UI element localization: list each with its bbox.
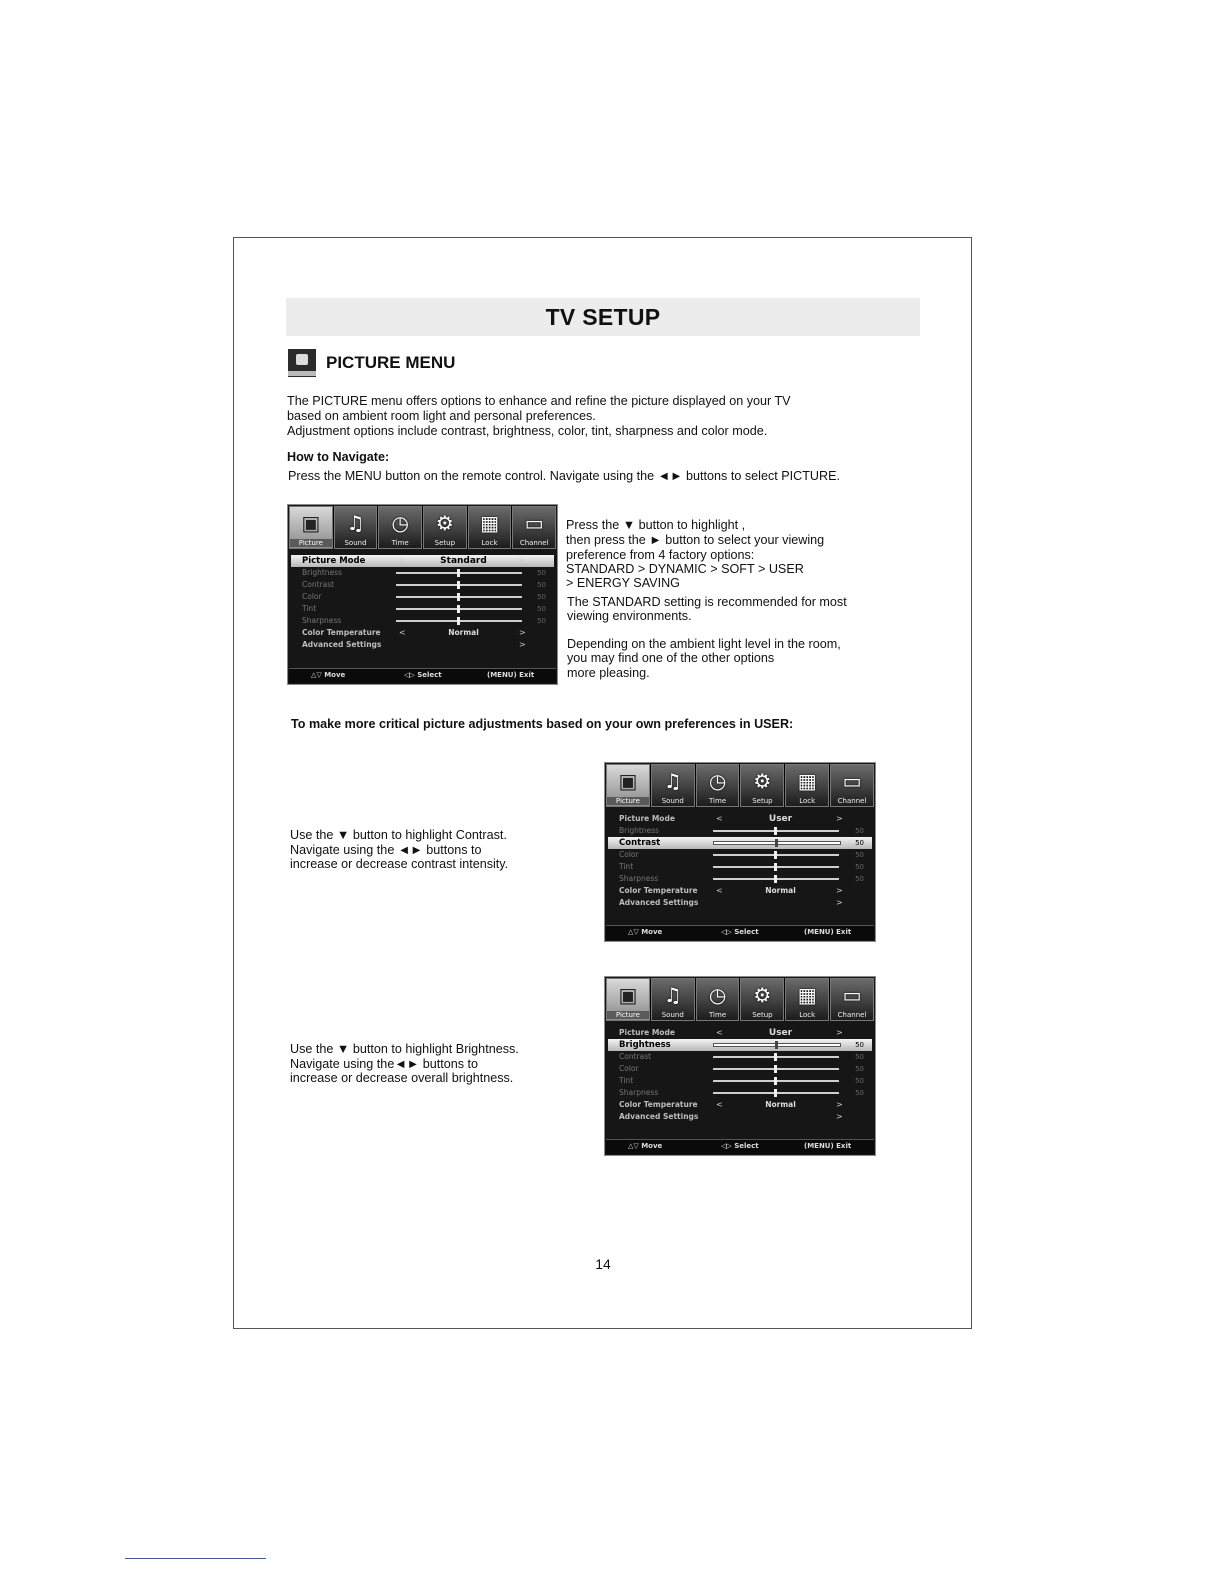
tab-lock: ▦ Lock — [785, 978, 829, 1021]
row-contrast: Contrast 50 — [608, 837, 872, 849]
right-text-line: viewing environments. — [567, 609, 692, 623]
menu-footer — [289, 668, 556, 683]
row-sharpness: Sharpness 50 — [619, 1088, 864, 1097]
tab-sound: ♫ Sound — [651, 978, 695, 1021]
tab-picture: ▣ Picture — [606, 764, 650, 807]
gear-icon: ⚙ — [753, 769, 772, 793]
brightness-text-line: Use the ▼ button to highlight Brightness. — [290, 1042, 519, 1056]
footer-rule — [125, 1558, 266, 1559]
row-color-temperature: Color Temperature < Normal > — [619, 1100, 843, 1109]
right-text-line: The STANDARD setting is recommended for most — [567, 595, 847, 609]
tv-menu-standard — [287, 504, 558, 685]
row-color: Color 50 — [619, 850, 864, 859]
footer-select: ◁▷ Select — [404, 671, 442, 679]
clock-icon: ◷ — [708, 983, 727, 1007]
right-text-line: more pleasing. — [567, 666, 650, 680]
tab-lock: ▦ Lock — [785, 764, 829, 807]
menu-tabs — [606, 978, 874, 1021]
intro-line: The PICTURE menu offers options to enhance and refine the picture displayed on your TV — [287, 394, 791, 408]
tv-menu-contrast — [604, 762, 876, 942]
page-number: 14 — [595, 1256, 611, 1272]
camera-icon: ▣ — [618, 769, 638, 793]
monitor-icon: ▭ — [842, 983, 862, 1007]
tab-channel: ▭ Channel — [830, 764, 874, 807]
critical-heading: To make more critical picture adjustments based on your own preferences in USER: — [291, 717, 794, 731]
tab-setup: ⚙ Setup — [740, 978, 784, 1021]
camera-icon: ▣ — [301, 511, 321, 535]
right-text-line: you may find one of the other options — [567, 651, 775, 665]
tab-time: ◷ Time — [378, 506, 422, 549]
tab-picture: ▣ Picture — [606, 978, 650, 1021]
menu-rows — [291, 555, 554, 651]
tab-time: ◷ Time — [696, 978, 740, 1021]
row-tint: Tint 50 — [619, 862, 864, 871]
row-picture-mode: Picture Mode < Standard > — [291, 555, 554, 567]
contrast-text-line: increase or decrease contrast intensity. — [290, 857, 509, 871]
tab-setup: ⚙ Setup — [740, 764, 784, 807]
row-color: Color 50 — [619, 1064, 864, 1073]
speaker-icon: ♫ — [663, 769, 682, 793]
right-text-line: then press the ► button to select your viewing — [566, 533, 825, 547]
menu-tabs — [606, 764, 874, 807]
row-brightness: Brightness 50 — [302, 568, 546, 577]
row-contrast: Contrast 50 — [619, 1052, 864, 1061]
tab-setup: ⚙ Setup — [423, 506, 467, 549]
tab-channel: ▭ Channel — [512, 506, 556, 549]
menu-tabs — [289, 506, 556, 549]
clock-icon: ◷ — [708, 769, 727, 793]
row-advanced-settings: Advanced Settings > — [619, 1112, 843, 1121]
clock-icon: ◷ — [391, 511, 409, 535]
right-text-line: Press the ▼ button to highlight , — [566, 518, 746, 532]
footer-exit: (MENU) Exit — [804, 928, 852, 936]
tab-lock: ▦ Lock — [468, 506, 512, 549]
contrast-text-line: Use the ▼ button to highlight Contrast. — [290, 828, 507, 842]
tab-time: ◷ Time — [696, 764, 740, 807]
intro-line: based on ambient room light and personal preferences. — [287, 409, 596, 423]
footer-exit: (MENU) Exit — [487, 671, 535, 679]
monitor-icon: ▭ — [524, 511, 544, 535]
camera-icon: ▣ — [618, 983, 638, 1007]
tab-channel: ▭ Channel — [830, 978, 874, 1021]
lock-icon: ▦ — [480, 511, 499, 535]
footer-move: △▽ Move — [628, 1142, 663, 1150]
row-picture-mode: Picture Mode < User > — [619, 1028, 843, 1038]
row-sharpness: Sharpness 50 — [302, 616, 546, 625]
row-tint: Tint 50 — [302, 604, 546, 613]
footer-move: △▽ Move — [311, 671, 346, 679]
row-picture-mode: Picture Mode < User > — [619, 814, 843, 824]
row-color: Color 50 — [302, 592, 546, 601]
row-advanced-settings: Advanced Settings > — [302, 640, 526, 649]
intro-line: Adjustment options include contrast, brightness, color, tint, sharpness and color mode. — [287, 424, 768, 438]
row-color-temperature: Color Temperature < Normal > — [302, 628, 526, 637]
footer-move: △▽ Move — [628, 928, 663, 936]
row-color-temperature: Color Temperature < Normal > — [619, 886, 843, 895]
navigate-text: Press the MENU button on the remote control. Navigate using the ◄► buttons to select PICTURE. — [288, 469, 841, 483]
section-title: PICTURE MENU — [326, 353, 456, 372]
row-brightness: Brightness 50 — [619, 826, 864, 835]
menu-footer — [606, 1139, 874, 1154]
gear-icon: ⚙ — [753, 983, 772, 1007]
speaker-icon: ♫ — [663, 983, 682, 1007]
menu-rows — [608, 813, 872, 909]
lock-icon: ▦ — [797, 983, 817, 1007]
menu-rows — [608, 1027, 872, 1123]
row-tint: Tint 50 — [619, 1076, 864, 1085]
title-banner — [286, 298, 920, 336]
row-contrast: Contrast 50 — [302, 580, 546, 589]
tab-picture: ▣ Picture — [289, 506, 333, 549]
brightness-text-line: increase or decrease overall brightness. — [290, 1071, 514, 1085]
tv-menu-brightness — [604, 976, 876, 1156]
row-brightness: Brightness 50 — [608, 1039, 872, 1051]
contrast-text-line: Navigate using the ◄► buttons to — [290, 843, 482, 857]
footer-select: ◁▷ Select — [721, 928, 759, 936]
right-text-line: preference from 4 factory options: — [566, 548, 755, 562]
row-sharpness: Sharpness 50 — [619, 874, 864, 883]
tab-sound: ♫ Sound — [651, 764, 695, 807]
page-title: TV SETUP — [545, 304, 661, 330]
picture-camera-icon — [288, 349, 316, 377]
right-text-line: > ENERGY SAVING — [566, 576, 680, 590]
footer-select: ◁▷ Select — [721, 1142, 759, 1150]
menu-footer — [606, 925, 874, 940]
footer-exit: (MENU) Exit — [804, 1142, 852, 1150]
right-text-line: Depending on the ambient light level in the room, — [567, 637, 841, 651]
speaker-icon: ♫ — [346, 511, 365, 535]
monitor-icon: ▭ — [842, 769, 862, 793]
row-advanced-settings: Advanced Settings > — [619, 898, 843, 907]
brightness-text-line: Navigate using the◄► buttons to — [290, 1057, 479, 1071]
lock-icon: ▦ — [797, 769, 817, 793]
right-text-line: STANDARD > DYNAMIC > SOFT > USER — [566, 562, 804, 576]
tab-sound: ♫ Sound — [334, 506, 378, 549]
navigate-heading: How to Navigate: — [287, 450, 390, 464]
gear-icon: ⚙ — [435, 511, 454, 535]
